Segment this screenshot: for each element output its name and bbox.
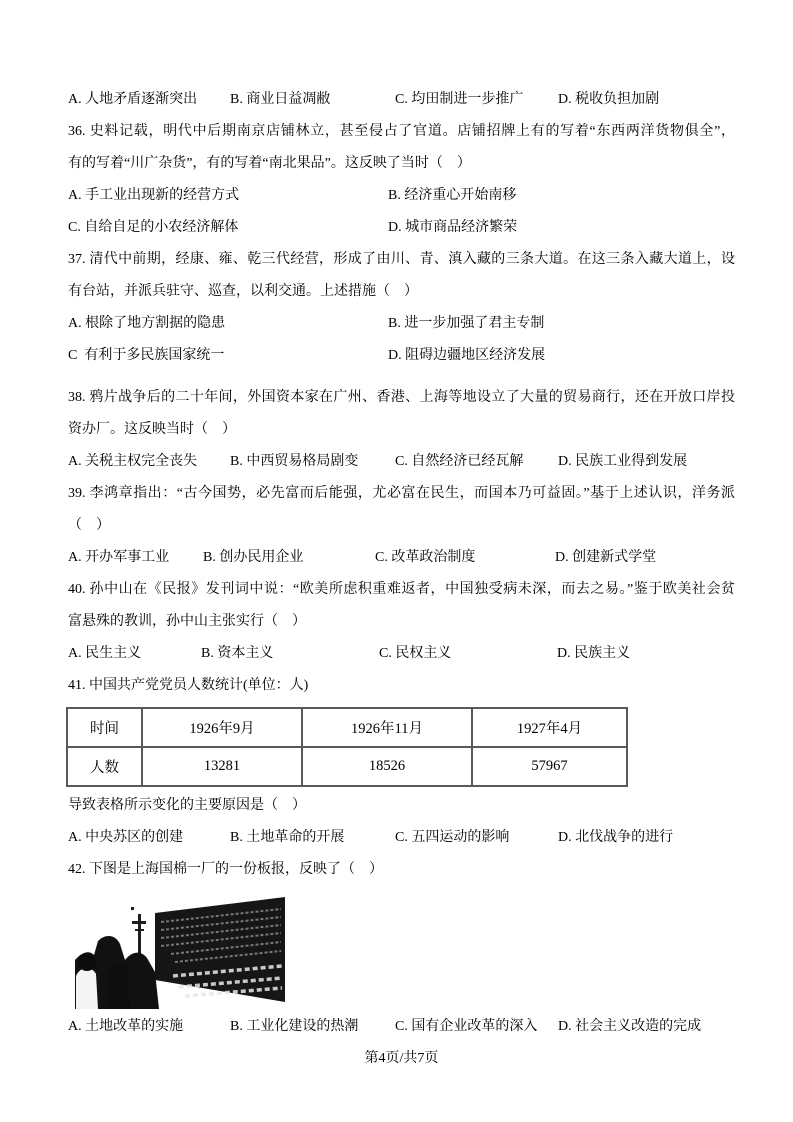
option-37-b: B. 进一步加强了君主专制 <box>388 316 545 331</box>
question-40-text-line1: 40. 孙中山在《民报》发刊词中说：“欧美所虑积重难返者，中国独受病未深，而去之易。”鉴于欧美社会贫 <box>68 582 735 597</box>
option-39-a: A. 开办军事工业 <box>68 550 170 565</box>
question-41-options <box>68 822 735 854</box>
question-41-caption: 导致表格所示变化的主要原因是（ ） <box>68 798 306 813</box>
option-41-b: B. 土地革命的开展 <box>230 830 345 845</box>
question-36-text-line2: 有的写着“川广杂货”，有的写着“南北果品”。这反映了当时（ ） <box>68 156 471 171</box>
question-36-options-cd <box>68 212 735 244</box>
question-37-options-cd <box>68 340 735 372</box>
option-40-b: B. 资本主义 <box>201 646 274 661</box>
pole-crossbar <box>132 921 146 924</box>
question-39-text-line1: 39. 李鸿章指出：“古今国势，必先富而后能强，尤必富在民生，而国本乃可益固。”基于上述认识，洋务派 <box>68 486 735 501</box>
option-41-d: D. 北伐战争的进行 <box>558 830 674 845</box>
option-41-a: A. 中央苏区的创建 <box>68 830 184 845</box>
option-40-d: D. 民族主义 <box>557 646 631 661</box>
question-37-options-ab <box>68 308 735 340</box>
table-cell-count-1: 13281 <box>142 747 302 786</box>
option-40-c: C. 民权主义 <box>379 646 452 661</box>
option-40-a: A. 民生主义 <box>68 646 142 661</box>
option-41-c: C. 五四运动的影响 <box>395 830 510 845</box>
question-36-options-ab <box>68 180 735 212</box>
option-42-d: D. 社会主义改造的完成 <box>558 1019 702 1034</box>
question-40-text-line2: 富悬殊的教训，孙中山主张实行（ ） <box>68 614 306 629</box>
question-38-options <box>68 446 735 478</box>
option-38-b: B. 中西贸易格局剧变 <box>230 454 359 469</box>
bulletin-board-photo <box>75 892 290 1009</box>
option-36-a: A. 手工业出现新的经营方式 <box>68 188 240 203</box>
question-42-text: 42. 下图是上海国棉一厂的一份板报，反映了（ ） <box>68 862 383 877</box>
question-42-options <box>68 1011 735 1043</box>
table-cell-count-2: 18526 <box>302 747 472 786</box>
option-37-a: A. 根除了地方割据的隐患 <box>68 316 226 331</box>
option-35-d: D. 税收负担加剧 <box>558 92 660 107</box>
question-35-options <box>68 84 735 116</box>
table-cell-time-label: 时间 <box>67 708 142 747</box>
option-42-c: C. 国有企业改革的深入 <box>395 1019 538 1034</box>
question-36-text-line1: 36. 史料记载，明代中后期南京店铺林立，甚至侵占了官道。店铺招牌上有的写着“东西两洋货物俱全”， <box>68 124 735 139</box>
crowd-silhouette-mid <box>109 964 130 1009</box>
option-38-d: D. 民族工业得到发展 <box>558 454 688 469</box>
table-row-count <box>67 747 627 786</box>
table-cell-count-3: 57967 <box>472 747 627 786</box>
option-39-d: D. 创建新式学堂 <box>555 550 657 565</box>
option-36-d: D. 城市商品经济繁荣 <box>388 220 518 235</box>
question-38-text-line1: 38. 鸦片战争后的二十年间，外国资本家在广州、香港、上海等地设立了大量的贸易商行，还在开放口岸投 <box>68 390 735 405</box>
option-37-d: D. 阻碍边疆地区经济发展 <box>388 348 546 363</box>
question-38-text-line2: 资办厂。这反映当时（ ） <box>68 422 236 437</box>
table-row-time <box>67 708 627 747</box>
question-37-text-line1: 37. 清代中前期，经康、雍、乾三代经营，形成了由川、青、滇入藏的三条大道。在这三条入藏大道上，设 <box>68 252 735 267</box>
question-37-text-line2: 有台站，并派兵驻守、巡查，以利交通。上述措施（ ） <box>68 284 418 299</box>
option-39-c: C. 改革政治制度 <box>375 550 476 565</box>
question-39-options <box>68 542 735 574</box>
table-cell-date-3: 1927年4月 <box>472 708 627 747</box>
option-39-b: B. 创办民用企业 <box>203 550 304 565</box>
table-cell-date-2: 1926年11月 <box>302 708 472 747</box>
table-cell-date-1: 1926年9月 <box>142 708 302 747</box>
party-members-table <box>66 707 628 787</box>
option-38-a: A. 关税主权完全丧失 <box>68 454 198 469</box>
question-39-text-line2: （ ） <box>68 518 110 533</box>
question-41-text: 41. 中国共产党党员人数统计(单位：人) <box>68 678 309 693</box>
option-37-c: C 有利于多民族国家统一 <box>68 348 225 363</box>
figure-head <box>78 953 96 971</box>
page-footer: 第4页/共7页 <box>364 1051 439 1066</box>
white-shirt-figure <box>76 968 98 1009</box>
pole-dot <box>131 907 134 910</box>
option-35-b: B. 商业日益凋敝 <box>230 92 331 107</box>
option-36-b: B. 经济重心开始南移 <box>388 188 517 203</box>
option-35-a: A. 人地矛盾逐渐突出 <box>68 92 198 107</box>
option-42-b: B. 工业化建设的热潮 <box>230 1019 359 1034</box>
question-40-options <box>68 638 735 670</box>
table-cell-count-label: 人数 <box>67 747 142 786</box>
option-36-c: C. 自给自足的小农经济解体 <box>68 220 239 235</box>
option-38-c: C. 自然经济已经瓦解 <box>395 454 524 469</box>
option-35-c: C. 均田制进一步推广 <box>395 92 524 107</box>
pole-crossbar-small <box>135 929 144 931</box>
option-42-a: A. 土地改革的实施 <box>68 1019 184 1034</box>
